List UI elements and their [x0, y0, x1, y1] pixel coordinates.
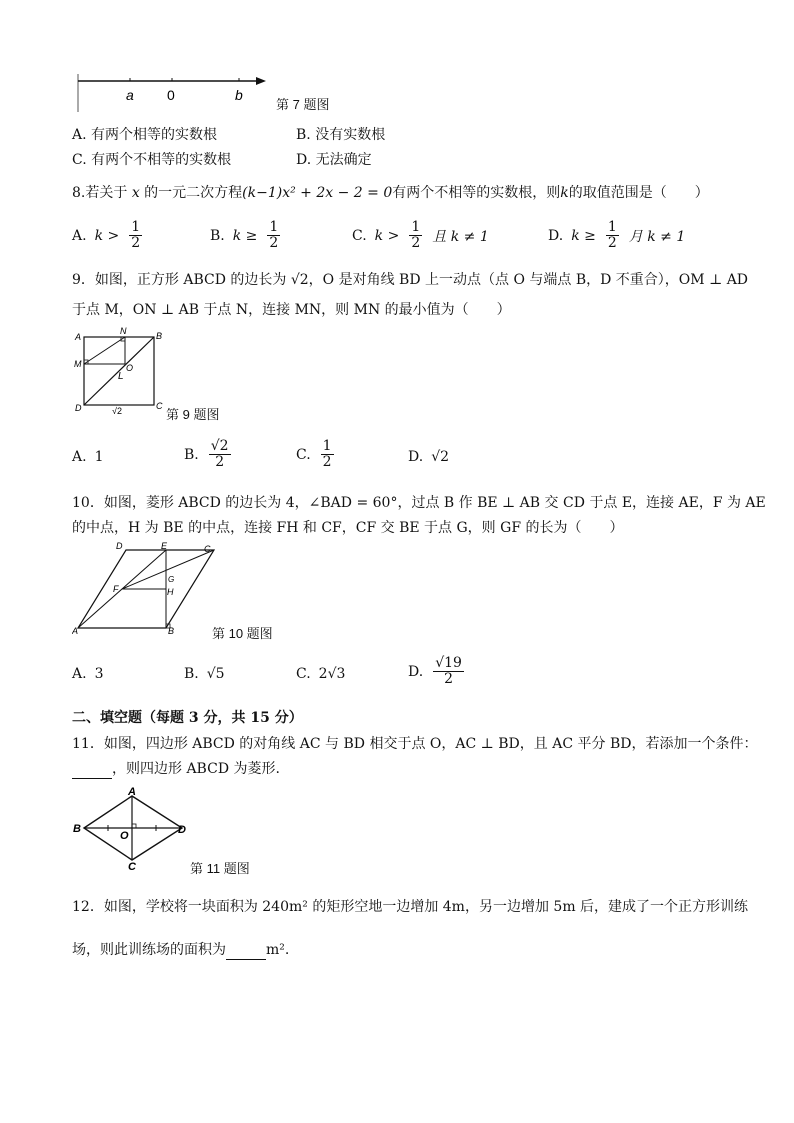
q9-label-n: N: [120, 327, 127, 336]
q9-label-c: C: [156, 401, 163, 411]
q9-label-d: D: [75, 403, 82, 413]
q9-option-c: C. $\frac{1}{2}$: [296, 438, 332, 470]
q9-caption: 第 9 题图: [166, 407, 220, 422]
q7-label-a: a: [126, 87, 134, 103]
q11-label-c: C: [128, 861, 136, 872]
q9-stem-line1: 9．如图，正方形 ABCD 的边长为 √2，O 是对角线 BD 上一动点（点 O 与端点 B，D 不重合），OM ⊥ AD: [72, 272, 749, 288]
q7-option-a: A. 有两个相等的实数根: [72, 127, 218, 143]
q9-option-a: A. 1: [72, 449, 104, 465]
q10-stem-line2: 的中点，H 为 BE 的中点，连接 FH 和 CF，CF 交 BE 于点 G，则 GF 的长为（ ）: [72, 520, 624, 536]
q10-label-c: C: [204, 544, 211, 554]
q11-label-o: O: [120, 830, 129, 842]
q11-rhombus-figure: [72, 786, 190, 872]
q9-option-d: D. √2: [408, 449, 450, 465]
q9-option-b: B. $\frac{√2}{2}$: [184, 438, 229, 470]
q10-label-g: G: [168, 575, 175, 584]
q10-label-d: D: [116, 541, 123, 551]
q9-label-side: √2: [112, 406, 122, 415]
q10-option-b: B. √5: [184, 666, 225, 682]
q8-option-b: B. k ≥ $\frac{1}{2}$: [210, 219, 279, 251]
q10-caption: 第 10 题图: [212, 626, 273, 641]
q7-option-c: C. 有两个不相等的实数根: [72, 152, 232, 168]
q10-option-a: A. 3: [72, 666, 104, 682]
q8-option-c: C. k > $\frac{1}{2}$ 且 k ≠ 1: [352, 219, 489, 251]
q11-stem-line2: ，则四边形 ABCD 为菱形.: [72, 759, 280, 779]
q10-label-a: A: [72, 626, 79, 636]
q11-label-b: B: [73, 823, 81, 835]
q10-option-c: C. 2√3: [296, 666, 346, 682]
q11-label-d: D: [178, 824, 186, 836]
q7-option-b: B. 没有实数根: [296, 127, 386, 143]
q10-stem-line1: 10．如图，菱形 ABCD 的边长为 4，∠BAD = 60°，过点 B 作 BE ⊥ AB 交 CD 于点 E，连接 AE，F 为 AE: [72, 495, 766, 511]
q11-label-a: A: [128, 786, 136, 798]
q7-option-d: D. 无法确定: [296, 152, 372, 168]
q11-caption: 第 11 题图: [190, 861, 250, 876]
q11-stem-line1: 11．如图，四边形 ABCD 的对角线 AC 与 BD 相交于点 O，AC ⊥ BD，且 AC 平分 BD，若添加一个条件：: [72, 736, 758, 752]
q10-rhombus-figure: [72, 540, 222, 636]
q7-label-b: b: [235, 87, 243, 103]
q10-label-f: F: [113, 584, 119, 594]
q8-option-a: A. k > $\frac{1}{2}$: [72, 219, 141, 251]
q10-label-e: E: [161, 541, 168, 551]
q7-label-zero: 0: [167, 87, 175, 103]
q12-answer-blank[interactable]: [226, 945, 266, 960]
q10-option-d: D. $\frac{√19}{2}$: [408, 655, 462, 687]
q7-number-line-figure: [74, 68, 274, 116]
q9-label-m: M: [74, 359, 82, 369]
q10-label-b: B: [168, 626, 175, 636]
q7-caption: 第 7 题图: [276, 97, 330, 112]
q9-label-a: A: [75, 332, 82, 342]
q9-label-o: O: [126, 363, 134, 373]
q10-label-h: H: [167, 587, 174, 597]
q9-square-figure: [72, 327, 172, 415]
q11-answer-blank[interactable]: [72, 764, 112, 779]
q9-label-l: L: [118, 371, 124, 382]
q12-stem-line2: 场，则此训练场的面积为 m².: [72, 942, 290, 958]
q8-stem: 8.若关于 x 的一元二次方程(k−1)x² + 2x − 2 = 0有两个不相等的实数根，则k的取值范围是（ ）: [72, 185, 709, 201]
q9-label-b: B: [156, 331, 163, 341]
q8-option-d: D. k ≥ $\frac{1}{2}$ 月 k ≠ 1: [548, 219, 686, 251]
section-2-title: 二、填空题（每题 3 分，共 15 分）: [72, 710, 303, 726]
q9-stem-line2: 于点 M，ON ⊥ AB 于点 N，连接 MN，则 MN 的最小值为（ ）: [72, 302, 511, 318]
q12-stem-line1: 12．如图，学校将一块面积为 240m² 的矩形空地一边增加 4m，另一边增加 5m 后，建成了一个正方形训练: [72, 899, 749, 915]
